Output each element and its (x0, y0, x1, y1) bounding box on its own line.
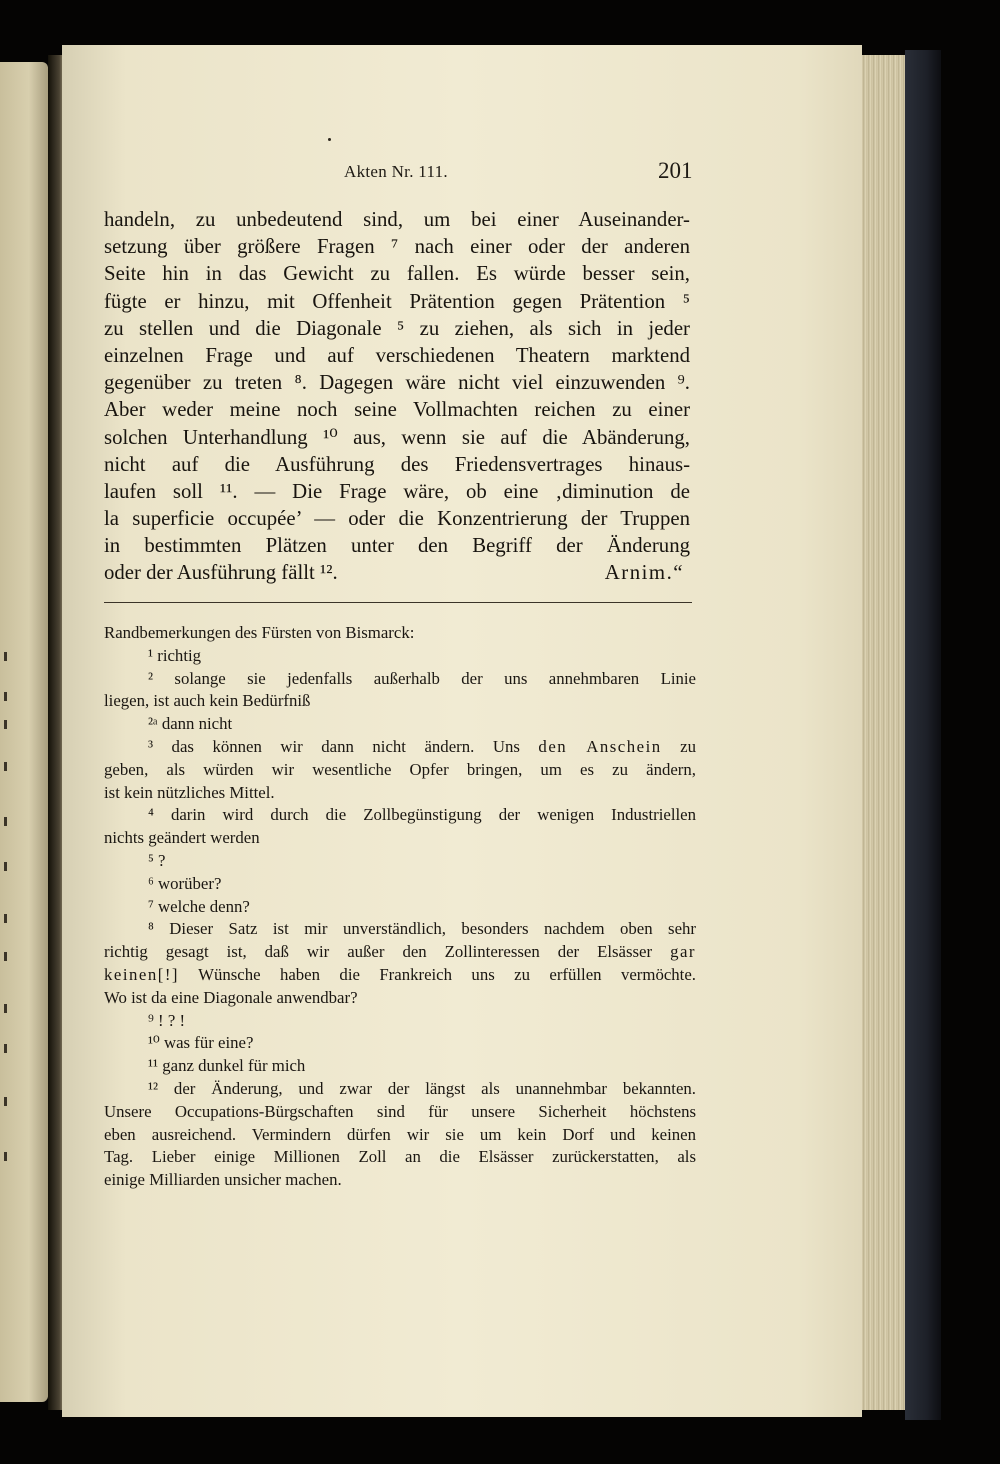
note-6: ⁶ worüber? (148, 873, 222, 893)
text-line: setzung über größere Fragen ⁷ nach einer oder der anderen (104, 235, 690, 259)
note-2a: ²ᵃ dann nicht (148, 714, 233, 734)
note-3 (104, 736, 696, 759)
text-line: zu stellen und die Diagonale ⁵ zu ziehen, als sich in jeder (104, 316, 690, 340)
note-12-cont: Unsere Occupations-Bürgschaften sind für unsere Sicherheit höchstens (104, 1101, 696, 1121)
notes-heading: Randbemerkungen des Fürsten von Bismarck: (104, 623, 415, 642)
note-12: ¹² der Änderung, und zwar der längst als unannehmbar bekannten. (148, 1078, 696, 1098)
note-5: ⁵ ? (148, 850, 166, 870)
note-12-cont: eben ausreichend. Vermindern dürfen wir sie um kein Dorf und keinen (104, 1124, 696, 1144)
footnote-rule (104, 602, 692, 603)
text-line: Seite hin in das Gewicht zu fallen. Es würde besser sein, (104, 262, 690, 286)
book-cover-edge (905, 50, 941, 1420)
note-10: ¹⁰ was für eine? (148, 1033, 254, 1053)
text-line: in bestimmten Plätzen unter den Begriff der Änderung (104, 534, 690, 558)
note-3-text: ³ das können wir dann nicht ändern. Uns (148, 736, 520, 756)
note-2-cont: liegen, ist auch kein Bedürfniß (104, 691, 311, 711)
note-8: ⁸ Dieser Satz ist mir unverständlich, besonders nachdem oben sehr (148, 919, 696, 939)
marginal-notes (104, 622, 696, 1192)
note-8-cont: Wo ist da eine Diagonale anwendbar? (104, 987, 358, 1007)
note-3-cont: ist kein nützliches Mittel. (104, 782, 275, 802)
text-line-last (104, 559, 690, 586)
note-8-spaced: gar (670, 942, 697, 962)
text-line: Aber weder meine noch seine Vollmachten reichen zu einer (104, 398, 690, 422)
note-8-cont (104, 941, 696, 964)
text-line: la superficie occupée’ — oder die Konzentrierung der Truppen (104, 507, 690, 531)
page-number: 201 (658, 158, 693, 183)
text-line: fügte er hinzu, mit Offenheit Prätention gegen Prätention ⁵ (104, 289, 690, 313)
text-line: gegenüber zu treten ⁸. Dagegen wäre nicht viel einzuwenden ⁹. (104, 371, 690, 395)
main-text (104, 206, 690, 587)
note-8-text: richtig gesagt ist, daß wir außer den Zollinteressen der Elsässer (104, 942, 653, 962)
note-11: ¹¹ ganz dunkel für mich (148, 1056, 306, 1076)
text-line: einzelnen Frage und auf verschiedenen Theatern marktend (104, 343, 690, 367)
note-2: ² solange sie jedenfalls außerhalb der uns annehmbaren Linie (148, 668, 696, 688)
note-12-cont: einige Milliarden unsicher machen. (104, 1170, 342, 1190)
note-8-spaced: keinen[!] (104, 964, 179, 984)
note-4-cont: nichts geändert werden (104, 828, 260, 848)
note-8-cont (104, 964, 696, 987)
page-speck (328, 138, 331, 141)
note-3-spaced: den Anschein (538, 736, 662, 756)
page-header (0, 158, 1000, 188)
note-7: ⁷ welche denn? (148, 896, 250, 916)
last-line-text: oder der Ausführung fällt ¹². (104, 561, 338, 585)
text-line: nicht auf die Ausführung des Friedensvertrages hinaus- (104, 452, 690, 476)
text-line: laufen soll ¹¹. — Die Frage wäre, ob eine ‚diminution de (104, 479, 690, 503)
facing-page-edge (0, 62, 48, 1402)
note-3-end: zu (680, 736, 697, 756)
note-1: ¹ richtig (148, 645, 202, 665)
note-8-text: Wünsche haben die Frankreich uns zu erfüllen vermöchte. (198, 964, 696, 984)
signature: Arnim.“ (604, 561, 684, 585)
running-head: Akten Nr. 111. (344, 162, 448, 181)
note-12-cont: Tag. Lieber einige Millionen Zoll an die Elsässer zurückerstatten, als (104, 1147, 696, 1167)
text-line: solchen Unterhandlung ¹⁰ aus, wenn sie auf die Abänderung, (104, 425, 690, 449)
note-4: ⁴ darin wird durch die Zollbegünstigung der wenigen Industriellen (148, 805, 696, 825)
facing-page-marks (4, 652, 16, 1172)
note-3-cont: geben, als würden wir wesentliche Opfer bringen, um es zu ändern, (104, 759, 696, 779)
text-line: handeln, zu unbedeutend sind, um bei einer Auseinander- (104, 208, 690, 231)
note-9: ⁹ ! ? ! (148, 1010, 186, 1030)
